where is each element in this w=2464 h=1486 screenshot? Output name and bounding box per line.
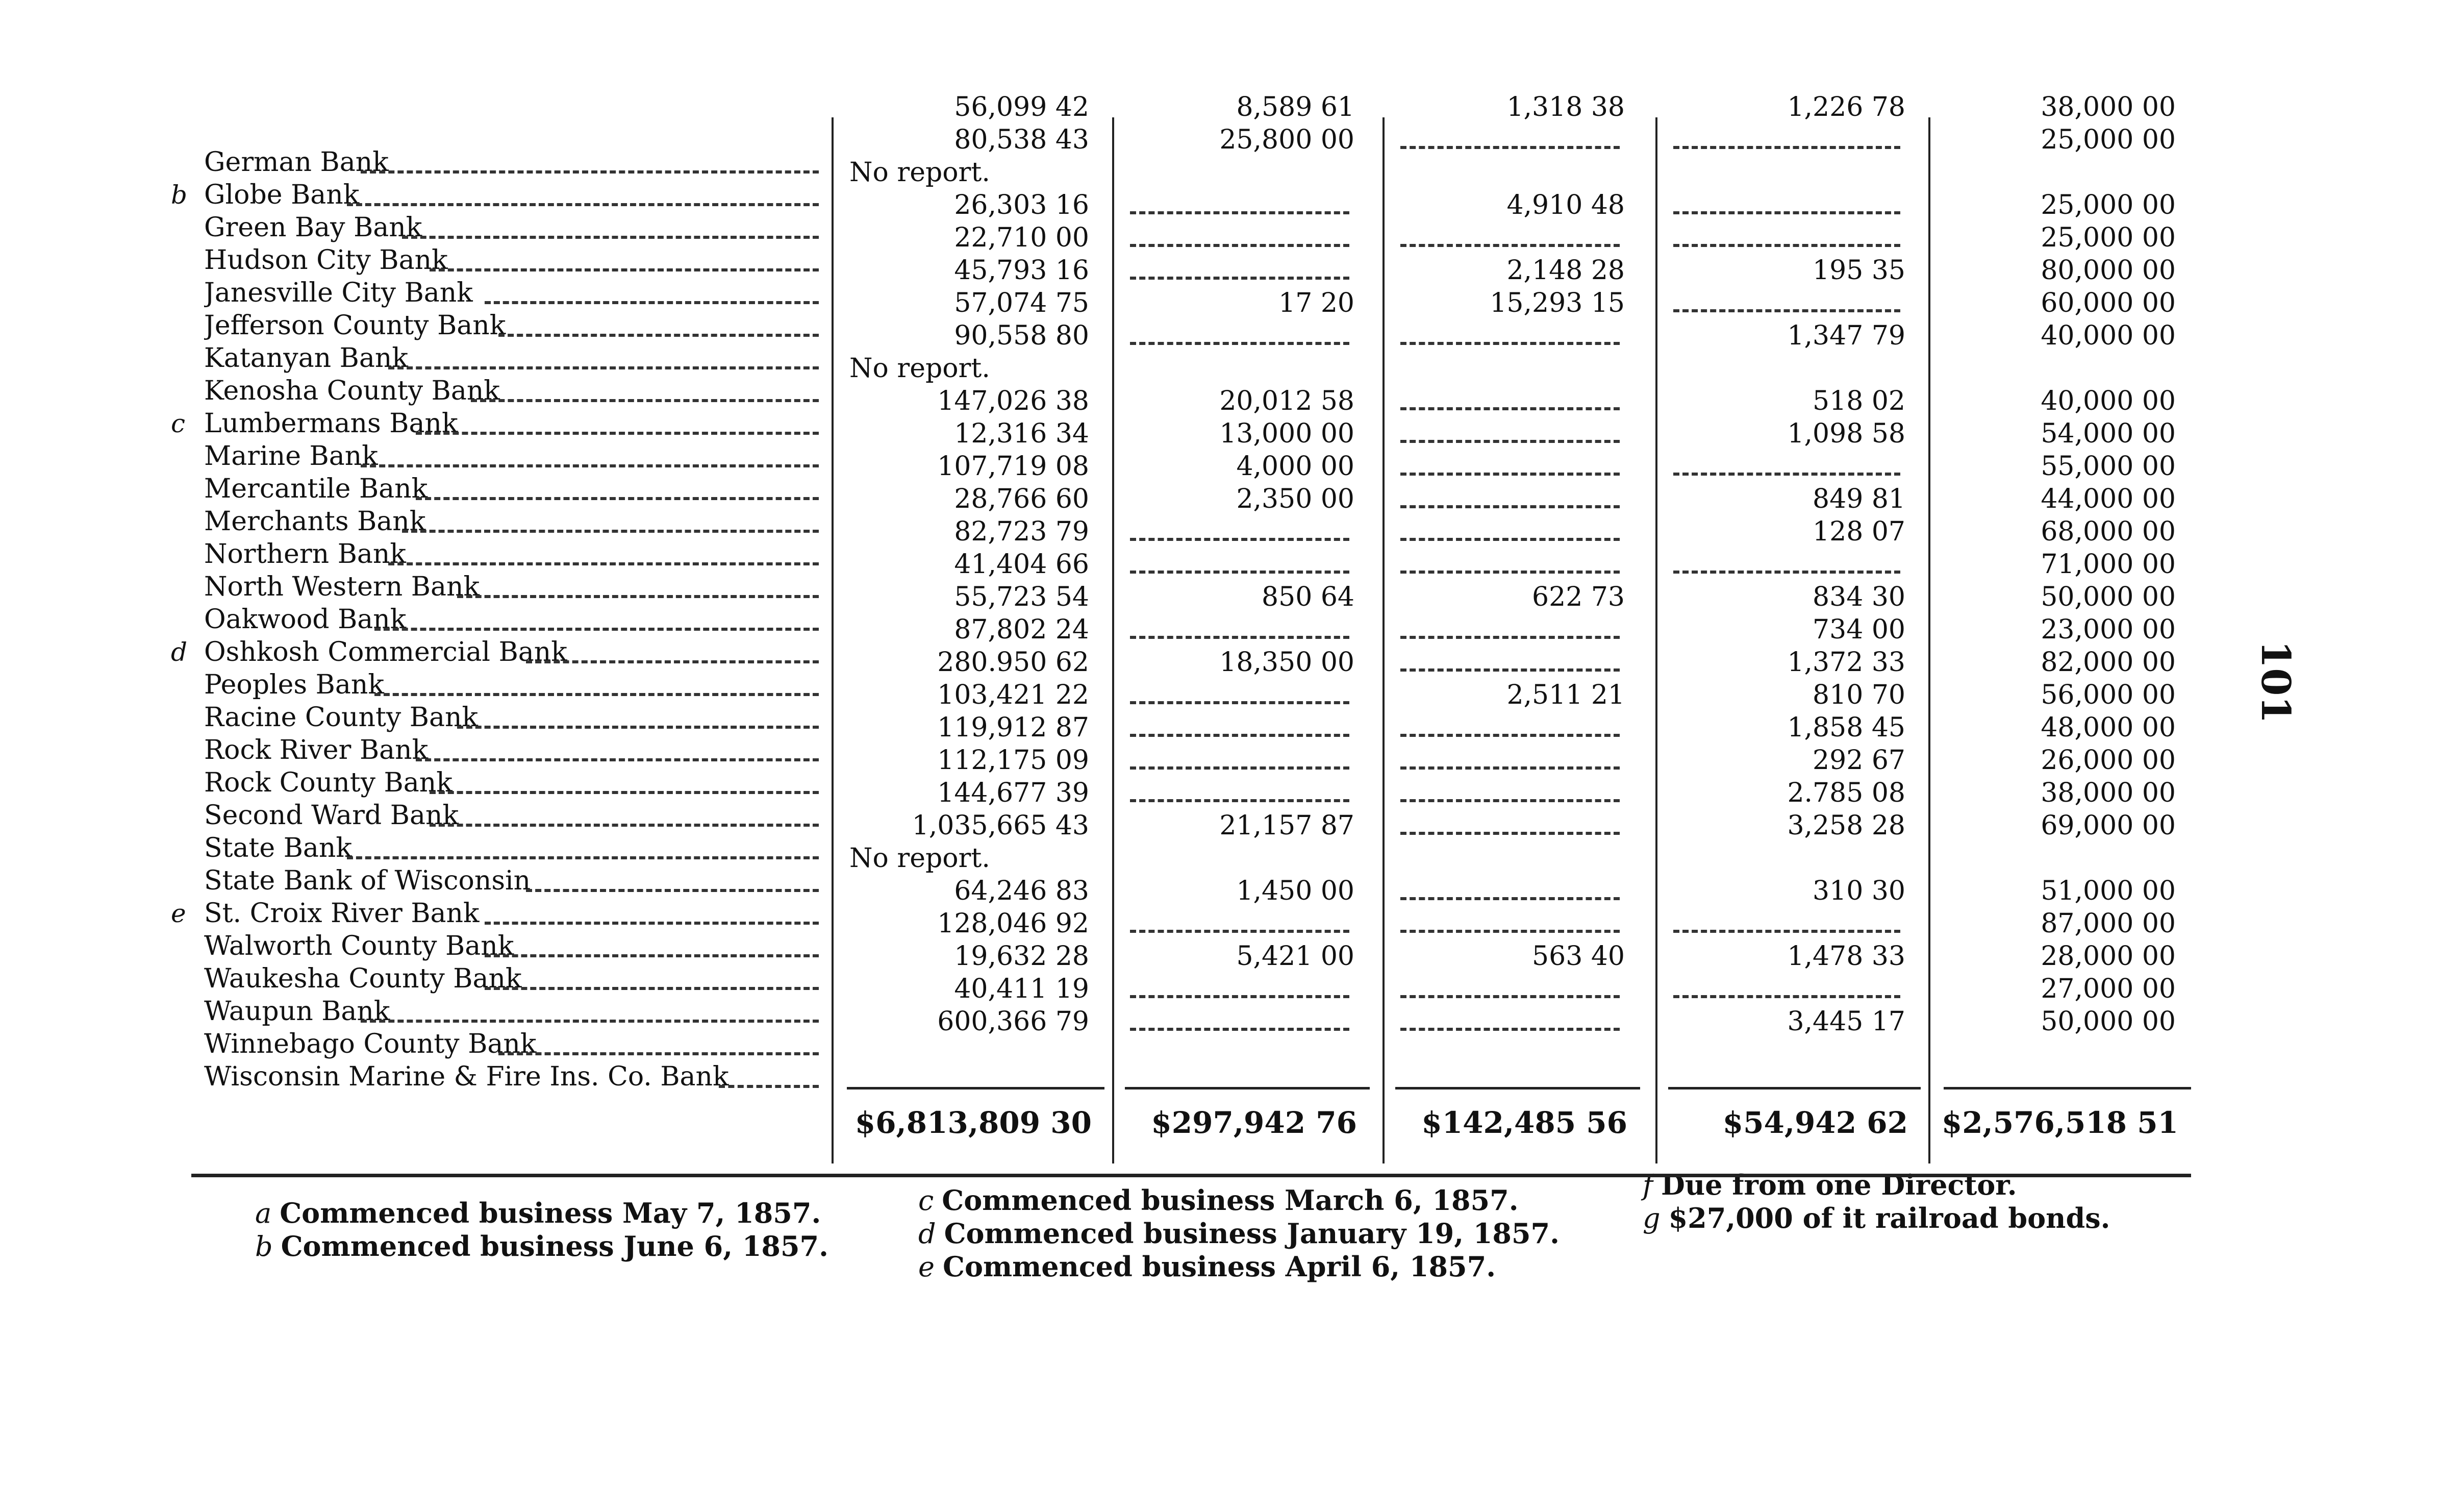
amount-cell: 54,000 00	[2041, 418, 2176, 449]
amount-cell: 18,350 00	[1219, 647, 1354, 678]
carry-over-cell: 38,000 00	[2041, 92, 2176, 122]
amount-cell: 19,632 28	[954, 941, 1089, 972]
empty-cell-dashes	[1673, 146, 1900, 149]
footnote-a	[255, 1197, 821, 1229]
amount-cell: 1,098 58	[1787, 418, 1905, 449]
leader-dots	[416, 758, 819, 761]
empty-cell-dashes	[1673, 309, 1900, 312]
empty-cell-dashes	[1130, 538, 1349, 541]
bank-name: Globe Bank	[204, 180, 360, 210]
leader-dots	[485, 954, 819, 957]
leader-dots	[402, 530, 819, 533]
amount-cell: 128,046 92	[937, 908, 1089, 939]
amount-cell: 1,347 79	[1787, 320, 1905, 351]
amount-cell: 5,421 00	[1236, 941, 1354, 972]
amount-cell: 1,450 00	[1236, 876, 1354, 906]
amount-cell: 112,175 09	[937, 745, 1089, 776]
empty-cell-dashes	[1400, 636, 1620, 639]
amount-cell: 40,411 19	[954, 974, 1089, 1004]
amount-cell: 144,677 39	[937, 778, 1089, 808]
amount-cell: 68,000 00	[2041, 516, 2176, 547]
footnote-text: Commenced business January 19, 1857.	[944, 1217, 1560, 1250]
column-total: $6,813,809 30	[854, 1105, 1092, 1140]
carry-over-cell: 1,318 38	[1506, 92, 1625, 122]
amount-cell: 69,000 00	[2041, 810, 2176, 841]
amount-cell: 80,000 00	[2041, 255, 2176, 286]
leader-dots	[416, 497, 819, 500]
footnote-marker: f	[1643, 1169, 1653, 1201]
amount-cell: 57,074 75	[954, 288, 1089, 318]
leader-dots	[388, 366, 819, 369]
bank-name: Merchants Bank	[204, 506, 426, 537]
column-total: $142,485 56	[1421, 1105, 1627, 1140]
amount-cell: 1,035,665 43	[912, 810, 1089, 841]
footnote-marker: g	[1643, 1202, 1661, 1234]
empty-cell-dashes	[1130, 571, 1349, 574]
empty-cell-dashes	[1130, 799, 1349, 802]
footnote-marker: c	[918, 1184, 934, 1217]
amount-cell: 28,766 60	[954, 484, 1089, 514]
empty-cell-dashes	[1130, 995, 1349, 998]
empty-cell-dashes	[1130, 734, 1349, 737]
amount-cell: 87,000 00	[2041, 908, 2176, 939]
bank-name: Mercantile Bank	[204, 474, 428, 504]
amount-cell: 1,372 33	[1787, 647, 1905, 678]
amount-cell: 21,157 87	[1219, 810, 1354, 841]
no-report-text: No report.	[849, 843, 990, 874]
empty-cell-dashes	[1400, 766, 1620, 770]
footnote-text: Due from one Director.	[1661, 1169, 2017, 1201]
leader-dots	[430, 824, 819, 827]
amount-cell: 128 07	[1813, 516, 1905, 547]
amount-cell: 48,000 00	[2041, 712, 2176, 743]
leader-dots	[526, 660, 819, 663]
column-total: $54,942 62	[1722, 1105, 1908, 1140]
amount-cell: 28,000 00	[2041, 941, 2176, 972]
column-rule	[1382, 117, 1385, 1163]
empty-cell-dashes	[1130, 701, 1349, 704]
table-bottom-rule	[191, 1174, 2191, 1177]
amount-cell: 41,404 66	[954, 549, 1089, 580]
amount-cell: 107,719 08	[937, 451, 1089, 482]
amount-cell: 55,000 00	[2041, 451, 2176, 482]
bank-name: Waupun Bank	[204, 996, 390, 1027]
amount-cell: 87,802 24	[954, 614, 1089, 645]
amount-cell: 25,800 00	[1219, 125, 1354, 155]
amount-cell: 38,000 00	[2041, 778, 2176, 808]
empty-cell-dashes	[1400, 668, 1620, 672]
leader-dots	[526, 889, 819, 892]
empty-cell-dashes	[1400, 244, 1620, 247]
empty-cell-dashes	[1130, 277, 1349, 280]
amount-cell: 2,148 28	[1506, 255, 1625, 286]
amount-cell: 3,258 28	[1787, 810, 1905, 841]
amount-cell: 622 73	[1532, 582, 1625, 612]
empty-cell-dashes	[1400, 440, 1620, 443]
amount-cell: 22,710 00	[954, 222, 1089, 253]
leader-dots	[416, 432, 819, 435]
page-number: 101	[2252, 640, 2299, 724]
footnote-c	[918, 1184, 1519, 1217]
amount-cell: 292 67	[1813, 745, 1905, 776]
empty-cell-dashes	[1673, 571, 1900, 574]
empty-cell-dashes	[1673, 211, 1900, 214]
footnote-b	[255, 1230, 828, 1262]
leader-dots	[361, 1020, 819, 1023]
amount-cell: 60,000 00	[2041, 288, 2176, 318]
bank-name: Hudson City Bank	[204, 245, 448, 276]
column-rule	[1655, 117, 1657, 1163]
amount-cell: 849 81	[1813, 484, 1905, 514]
footnote-marker: c	[171, 409, 186, 438]
leader-dots	[457, 595, 819, 598]
bank-name: Kenosha County Bank	[204, 376, 500, 406]
empty-cell-dashes	[1400, 799, 1620, 802]
leader-dots	[347, 856, 819, 859]
amount-cell: 25,000 00	[2041, 125, 2176, 155]
amount-cell: 44,000 00	[2041, 484, 2176, 514]
leader-dots	[374, 628, 819, 631]
bank-name: German Bank	[204, 147, 389, 178]
amount-cell: 27,000 00	[2041, 974, 2176, 1004]
amount-cell: 4,910 48	[1506, 190, 1625, 220]
empty-cell-dashes	[1130, 244, 1349, 247]
empty-cell-dashes	[1400, 538, 1620, 541]
amount-cell: 90,558 80	[954, 320, 1089, 351]
empty-cell-dashes	[1400, 734, 1620, 737]
amount-cell: 810 70	[1813, 680, 1905, 710]
bank-name: Wisconsin Marine & Fire Ins. Co. Bank	[204, 1061, 729, 1092]
leader-dots	[485, 922, 819, 925]
amount-cell: 50,000 00	[2041, 582, 2176, 612]
footnote-text: Commenced business March 6, 1857.	[942, 1184, 1519, 1217]
bank-name: North Western Bank	[204, 572, 480, 602]
column-total: $2,576,518 51	[1941, 1105, 2178, 1140]
bank-name: Janesville City Bank	[204, 278, 473, 308]
amount-cell: 103,421 22	[937, 680, 1089, 710]
amount-cell: 50,000 00	[2041, 1006, 2176, 1037]
leader-dots	[719, 1085, 819, 1088]
footnote-g	[1643, 1202, 2110, 1234]
column-rule	[1928, 117, 1930, 1163]
footnote-text: $27,000 of it railroad bonds.	[1668, 1202, 2110, 1234]
bank-name: St. Croix River Bank	[204, 898, 480, 929]
amount-cell: 80,538 43	[954, 125, 1089, 155]
footnote-e	[918, 1250, 1496, 1283]
bank-name: Racine County Bank	[204, 702, 478, 733]
leader-dots	[498, 334, 819, 337]
leader-dots	[361, 170, 819, 174]
amount-cell: 23,000 00	[2041, 614, 2176, 645]
bank-name: Winnebago County Bank	[204, 1029, 537, 1059]
amount-cell: 310 30	[1813, 876, 1905, 906]
empty-cell-dashes	[1673, 244, 1900, 247]
column-rule	[832, 117, 834, 1163]
empty-cell-dashes	[1400, 897, 1620, 900]
column-rule	[1112, 117, 1114, 1163]
bank-name: Marine Bank	[204, 441, 378, 472]
amount-cell: 12,316 34	[954, 418, 1089, 449]
sum-rule	[847, 1087, 1104, 1089]
bank-name: Oshkosh Commercial Bank	[204, 637, 567, 667]
amount-cell: 55,723 54	[954, 582, 1089, 612]
footnote-marker: b	[255, 1230, 273, 1262]
amount-cell: 850 64	[1262, 582, 1354, 612]
bank-name: Second Ward Bank	[204, 800, 459, 831]
amount-cell: 25,000 00	[2041, 190, 2176, 220]
leader-dots	[457, 726, 819, 729]
carry-over-cell: 56,099 42	[954, 92, 1089, 122]
bank-name: Northern Bank	[204, 539, 406, 569]
leader-dots	[361, 464, 819, 467]
empty-cell-dashes	[1673, 473, 1900, 476]
footnote-marker: e	[171, 899, 186, 928]
amount-cell: 600,366 79	[937, 1006, 1089, 1037]
amount-cell: 17 20	[1278, 288, 1354, 318]
amount-cell: 56,000 00	[2041, 680, 2176, 710]
amount-cell: 26,000 00	[2041, 745, 2176, 776]
footnote-d	[918, 1217, 1560, 1250]
amount-cell: 13,000 00	[1219, 418, 1354, 449]
footnote-marker: b	[171, 180, 188, 210]
sum-rule	[1944, 1087, 2191, 1089]
amount-cell: 119,912 87	[937, 712, 1089, 743]
empty-cell-dashes	[1400, 571, 1620, 574]
bank-name: Green Bay Bank	[204, 212, 422, 243]
amount-cell: 195 35	[1813, 255, 1905, 286]
empty-cell-dashes	[1400, 930, 1620, 933]
bank-name: Peoples Bank	[204, 670, 384, 700]
footnote-marker: d	[918, 1218, 936, 1250]
empty-cell-dashes	[1400, 1028, 1620, 1031]
empty-cell-dashes	[1130, 636, 1349, 639]
amount-cell: 25,000 00	[2041, 222, 2176, 253]
amount-cell: 15,293 15	[1490, 288, 1625, 318]
bank-name: State Bank	[204, 833, 352, 863]
empty-cell-dashes	[1673, 995, 1900, 998]
empty-cell-dashes	[1400, 995, 1620, 998]
footnote-marker: d	[171, 637, 188, 667]
empty-cell-dashes	[1130, 342, 1349, 345]
leader-dots	[430, 268, 819, 271]
bank-name: Waukesha County Bank	[204, 963, 522, 994]
column-total: $297,942 76	[1151, 1105, 1357, 1140]
amount-cell: 20,012 58	[1219, 386, 1354, 416]
amount-cell: 147,026 38	[937, 386, 1089, 416]
sum-rule	[1668, 1087, 1921, 1089]
carry-over-cell: 1,226 78	[1787, 92, 1905, 122]
amount-cell: 2,350 00	[1236, 484, 1354, 514]
no-report-text: No report.	[849, 157, 990, 188]
footnote-text: Commenced business May 7, 1857.	[280, 1197, 821, 1229]
leader-dots	[485, 301, 819, 304]
footnote-text: Commenced business June 6, 1857.	[281, 1230, 828, 1262]
amount-cell: 563 40	[1532, 941, 1625, 972]
amount-cell: 734 00	[1813, 614, 1905, 645]
sum-rule	[1125, 1087, 1370, 1089]
amount-cell: 40,000 00	[2041, 320, 2176, 351]
leader-dots	[430, 791, 819, 794]
carry-over-cell: 8,589 61	[1236, 92, 1354, 122]
bank-name: Walworth County Bank	[204, 931, 514, 961]
amount-cell: 45,793 16	[954, 255, 1089, 286]
amount-cell: 51,000 00	[2041, 876, 2176, 906]
footnote-text: Commenced business April 6, 1857.	[942, 1250, 1496, 1283]
leader-dots	[347, 203, 819, 206]
empty-cell-dashes	[1400, 473, 1620, 476]
amount-cell: 82,723 79	[954, 516, 1089, 547]
leader-dots	[485, 987, 819, 990]
empty-cell-dashes	[1130, 930, 1349, 933]
amount-cell: 3,445 17	[1787, 1006, 1905, 1037]
empty-cell-dashes	[1400, 342, 1620, 345]
amount-cell: 2.785 08	[1787, 778, 1905, 808]
footnote-marker: a	[255, 1197, 272, 1229]
amount-cell: 64,246 83	[954, 876, 1089, 906]
amount-cell: 1,858 45	[1787, 712, 1905, 743]
leader-dots	[388, 562, 819, 565]
empty-cell-dashes	[1400, 505, 1620, 508]
bank-name: Rock River Bank	[204, 735, 429, 765]
bank-name: Lumbermans Bank	[204, 408, 458, 439]
sum-rule	[1395, 1087, 1640, 1089]
leader-dots	[471, 399, 819, 402]
leader-dots	[402, 236, 819, 239]
empty-cell-dashes	[1130, 1028, 1349, 1031]
amount-cell: 4,000 00	[1236, 451, 1354, 482]
amount-cell: 40,000 00	[2041, 386, 2176, 416]
empty-cell-dashes	[1400, 146, 1620, 149]
amount-cell: 518 02	[1813, 386, 1905, 416]
empty-cell-dashes	[1673, 930, 1900, 933]
empty-cell-dashes	[1400, 832, 1620, 835]
amount-cell: 834 30	[1813, 582, 1905, 612]
bank-name: State Bank of Wisconsin	[204, 865, 531, 896]
empty-cell-dashes	[1130, 211, 1349, 214]
bank-name: Oakwood Bank	[204, 604, 407, 635]
leader-dots	[498, 1052, 819, 1055]
no-report-text: No report.	[849, 353, 990, 384]
amount-cell: 26,303 16	[954, 190, 1089, 220]
empty-cell-dashes	[1130, 766, 1349, 770]
bank-name: Rock County Bank	[204, 767, 452, 798]
amount-cell: 1,478 33	[1787, 941, 1905, 972]
bank-name: Katanyan Bank	[204, 343, 408, 374]
bank-name: Jefferson County Bank	[204, 310, 506, 341]
leader-dots	[374, 693, 819, 696]
footnote-marker: e	[918, 1251, 935, 1283]
amount-cell: 2,511 21	[1506, 680, 1625, 710]
amount-cell: 280.950 62	[937, 647, 1089, 678]
amount-cell: 71,000 00	[2041, 549, 2176, 580]
amount-cell: 82,000 00	[2041, 647, 2176, 678]
empty-cell-dashes	[1400, 407, 1620, 410]
